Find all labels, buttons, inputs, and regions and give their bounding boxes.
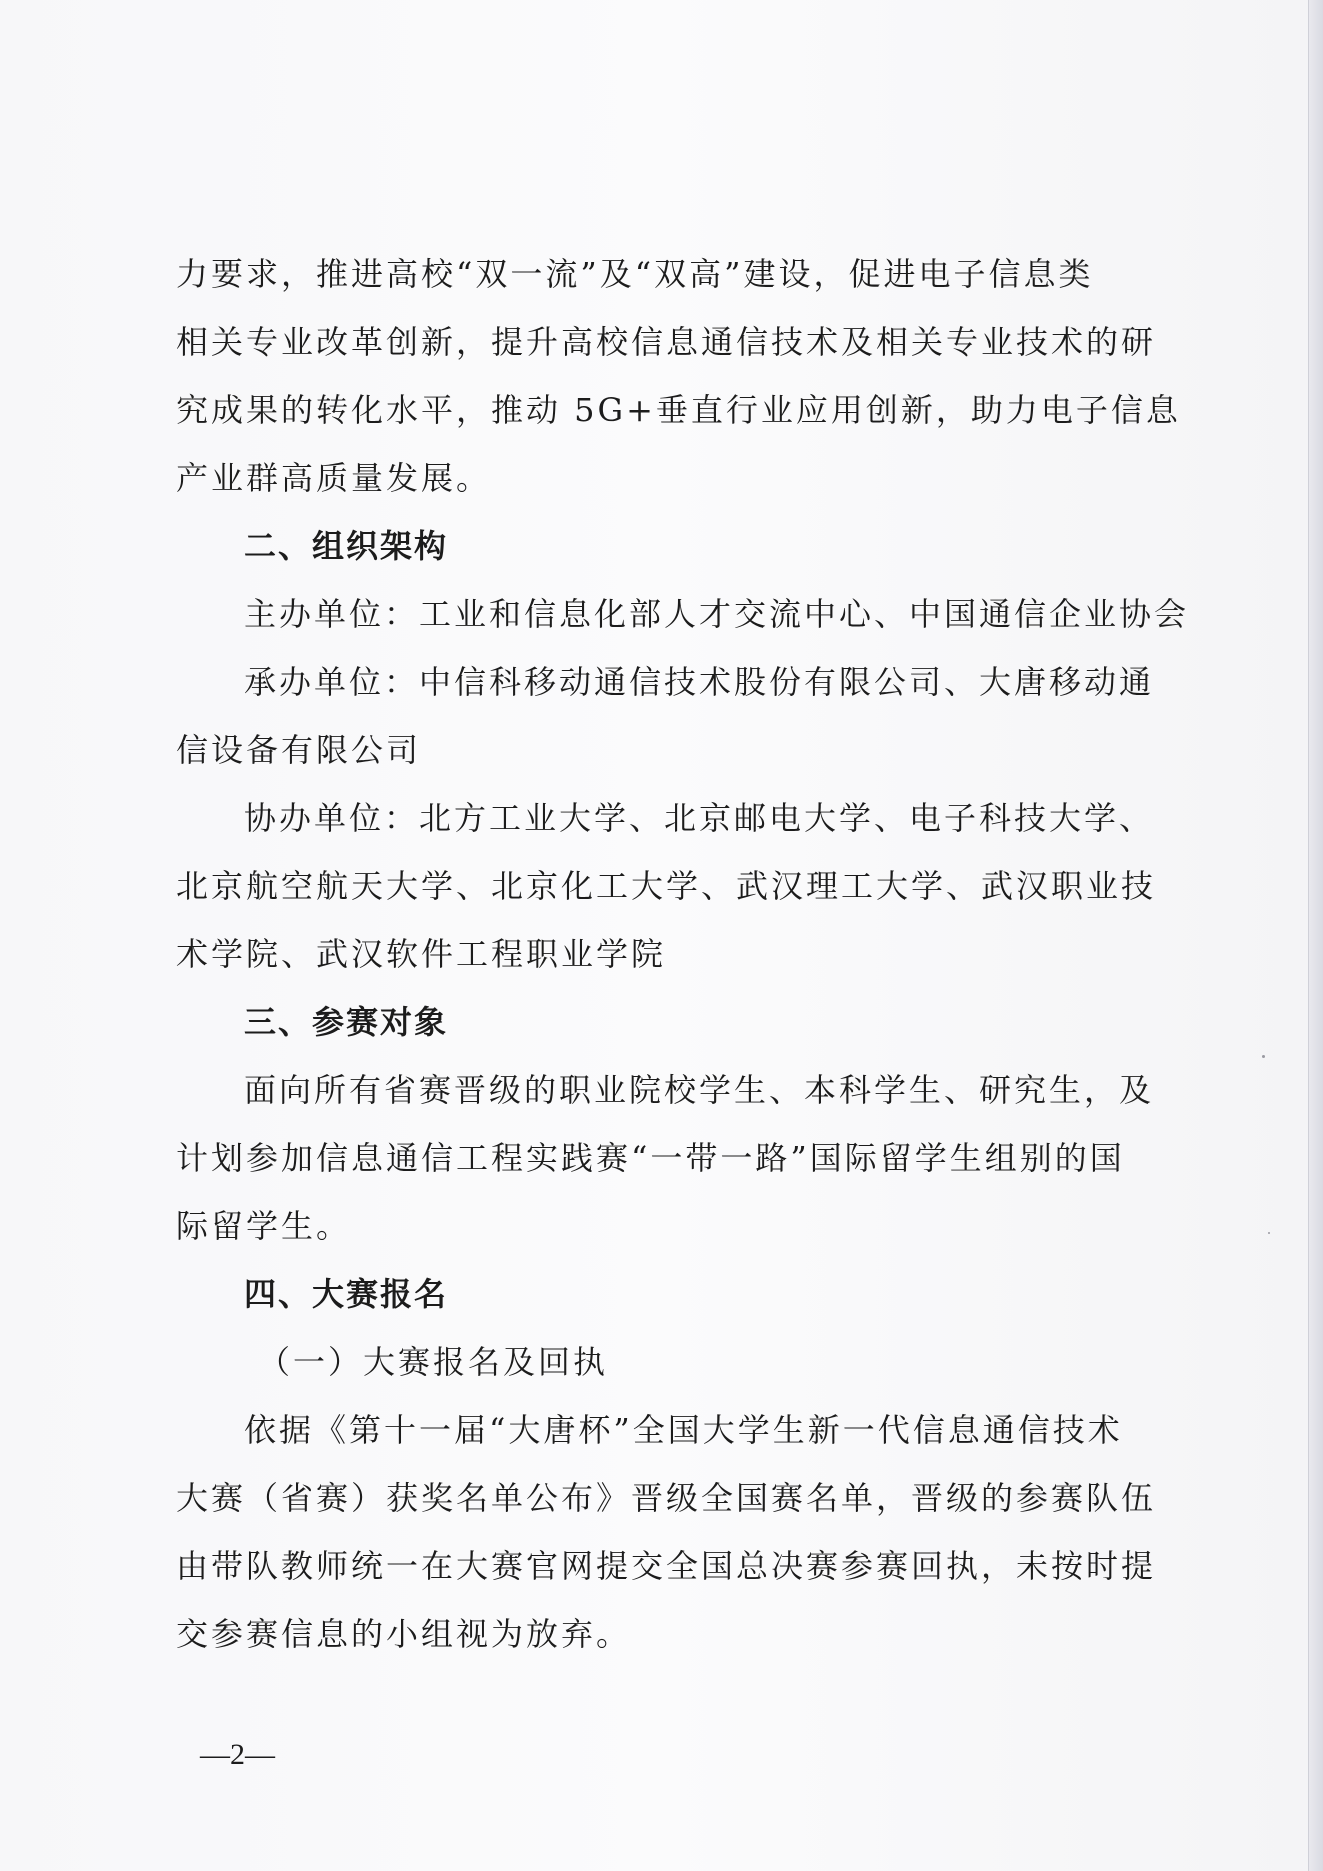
scan-speck — [1262, 1055, 1265, 1058]
page-edge — [1308, 0, 1323, 1871]
subsection-heading-registration-receipt: （一）大赛报名及回执 — [258, 1343, 609, 1381]
body-line: 相关专业改革创新，提升高校信息通信技术及相关专业技术的研 — [176, 323, 1157, 361]
page-number: —2— — [200, 1738, 275, 1771]
body-line: 大赛（省赛）获奖名单公布》晋级全国赛名单，晋级的参赛队伍 — [176, 1479, 1157, 1517]
co-organizer-line-cont: 北京航空航天大学、北京化工大学、武汉理工大学、武汉职业技 — [176, 867, 1157, 905]
host-line: 承办单位：中信科移动通信技术股份有限公司、大唐移动通 — [244, 663, 1155, 701]
section-heading-participants: 三、参赛对象 — [244, 1003, 449, 1041]
host-line-cont: 信设备有限公司 — [176, 731, 422, 769]
scan-speck — [1268, 1232, 1270, 1234]
body-line: 计划参加信息通信工程实践赛“一带一路”国际留学生组别的国 — [176, 1139, 1125, 1177]
body-line: 际留学生。 — [176, 1207, 352, 1245]
body-line: 力要求，推进高校“双一流”及“双高”建设，促进电子信息类 — [176, 255, 1094, 293]
body-line: 产业群高质量发展。 — [176, 459, 492, 497]
co-organizer-line: 协办单位：北方工业大学、北京邮电大学、电子科技大学、 — [244, 799, 1155, 837]
co-organizer-line-cont: 术学院、武汉软件工程职业学院 — [176, 935, 667, 973]
body-line: 由带队教师统一在大赛官网提交全国总决赛参赛回执，未按时提 — [176, 1547, 1157, 1585]
section-heading-organization: 二、组织架构 — [244, 527, 449, 565]
body-line: 面向所有省赛晋级的职业院校学生、本科学生、研究生，及 — [244, 1071, 1155, 1109]
document-body — [176, 240, 1190, 1668]
organizer-line: 主办单位：工业和信息化部人才交流中心、中国通信企业协会 — [244, 595, 1190, 633]
body-line: 交参赛信息的小组视为放弃。 — [176, 1615, 632, 1653]
body-line: 依据《第十一届“大唐杯”全国大学生新一代信息通信技术 — [244, 1411, 1123, 1449]
section-heading-registration: 四、大赛报名 — [244, 1275, 449, 1313]
body-line: 究成果的转化水平，推动 5G+垂直行业应用创新，助力电子信息 — [176, 391, 1181, 429]
